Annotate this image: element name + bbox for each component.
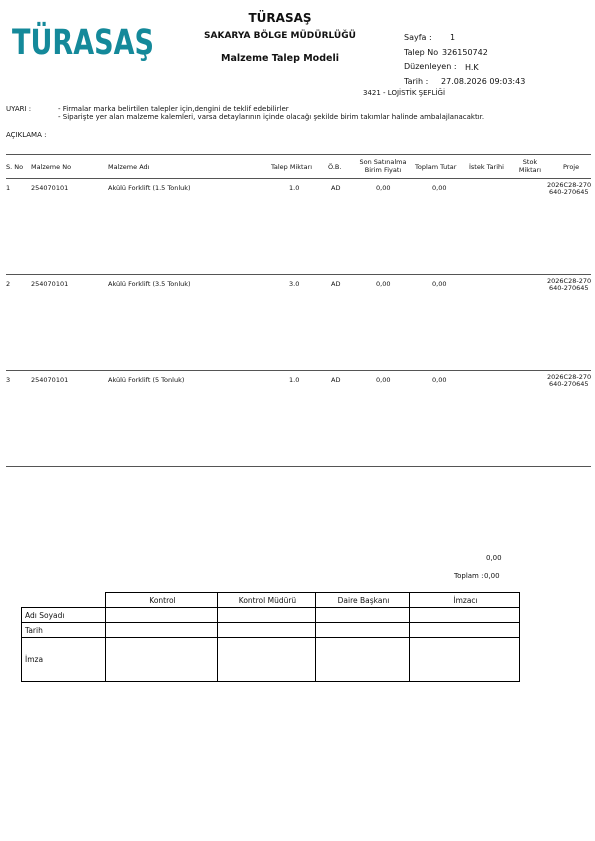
signature-cell[interactable] [217, 638, 315, 682]
row-3-unit: AD [331, 376, 341, 384]
row-3-material-no: 254070101 [31, 376, 69, 384]
signature-table [21, 592, 520, 682]
row-1-unit: AD [331, 184, 341, 192]
total-value: 0,00 [484, 572, 500, 580]
editor-label: Düzenleyen : [404, 62, 457, 71]
col-total: Toplam Tutar [415, 163, 457, 171]
signature-cell[interactable] [105, 623, 217, 638]
row-3-project-2: 640-270645 [549, 380, 589, 388]
row-3-price: 0,00 [376, 376, 391, 384]
signature-cell[interactable] [315, 608, 409, 623]
page-value: 1 [450, 33, 456, 42]
row-1-project-1: 2026C28-270 [547, 181, 592, 189]
col-material-name: Malzeme Adı [108, 163, 150, 171]
row-1-rule [6, 274, 591, 275]
table-top-rule [6, 154, 591, 155]
col-sno: S. No [6, 163, 24, 171]
signature-row-name: Adı Soyadı [22, 608, 106, 623]
signature-cell[interactable] [105, 608, 217, 623]
region-name: SAKARYA BÖLGE MÜDÜRLÜĞÜ [204, 31, 356, 41]
row-2-rule [6, 370, 591, 371]
editor-value: H.K [465, 63, 479, 72]
signature-cell[interactable] [409, 638, 519, 682]
table-bottom-rule [6, 466, 591, 467]
col-last-price-2: Birim Fiyatı [364, 166, 402, 174]
turasas-logo [12, 22, 196, 63]
signature-col-control: Kontrol [105, 593, 217, 608]
signature-row-signature: İmza [22, 638, 106, 682]
row-3-project-1: 2026C28-270 [547, 373, 592, 381]
signature-col-control-manager: Kontrol Müdürü [217, 593, 315, 608]
row-2-project-2: 640-270645 [549, 284, 589, 292]
col-project: Proje [563, 163, 580, 171]
row-1-price: 0,00 [376, 184, 391, 192]
signature-col-department-head: Daire Başkanı [315, 593, 409, 608]
signature-cell[interactable] [409, 608, 519, 623]
row-1-sno: 1 [6, 184, 11, 192]
row-3-total: 0,00 [432, 376, 447, 384]
total-label: Toplam : [454, 572, 484, 580]
warning-line-1: - Firmalar marka belirtilen talepler için,dengini de teklif edebilirler [58, 105, 289, 113]
row-1-total: 0,00 [432, 184, 447, 192]
row-3-material-name: Akülü Forklift (5 Tonluk) [108, 376, 185, 384]
row-2-material-name: Akülü Forklift (3.5 Tonluk) [108, 280, 191, 288]
signature-cell[interactable] [105, 638, 217, 682]
date-value: 27.08.2026 09:03:43 [441, 77, 526, 86]
col-request-date: İstek Tarihi [469, 163, 504, 171]
row-2-total: 0,00 [432, 280, 447, 288]
signature-cell[interactable] [315, 638, 409, 682]
signature-cell[interactable] [217, 608, 315, 623]
signature-col-signatory: İmzacı [409, 593, 519, 608]
col-material-no: Malzeme No [31, 163, 72, 171]
row-1-quantity: 1.0 [289, 184, 300, 192]
col-stock-2: Miktarı [518, 166, 542, 174]
signature-row-date: Tarih [22, 623, 106, 638]
row-1-project-2: 640-270645 [549, 188, 589, 196]
col-stock-1: Stok [522, 158, 538, 166]
signature-cell[interactable] [217, 623, 315, 638]
signature-cell[interactable] [315, 623, 409, 638]
row-3-sno: 3 [6, 376, 11, 384]
company-name: TÜRASAŞ [248, 11, 312, 25]
col-quantity: Talep Miktarı [271, 163, 313, 171]
logo-text: TÜRASAŞ [12, 23, 196, 63]
department: 3421 - LOJİSTİK ŞEFLİĞİ [363, 89, 446, 97]
row-2-project-1: 2026C28-270 [547, 277, 592, 285]
description-label: AÇIKLAMA : [6, 131, 47, 139]
row-1-material-no: 254070101 [31, 184, 69, 192]
row-1-material-name: Akülü Forklift (1.5 Tonluk) [108, 184, 191, 192]
signature-cell[interactable] [409, 623, 519, 638]
subtotal-value: 0,00 [486, 554, 502, 562]
request-no-label: Talep No [404, 48, 439, 57]
warning-label: UYARI : [6, 105, 32, 113]
request-no-value: 326150742 [442, 48, 488, 57]
date-label: Tarih : [404, 77, 429, 86]
col-last-price-1: Son Satınalma [359, 158, 407, 166]
header-bottom-rule [6, 178, 591, 179]
col-unit: Ö.B. [328, 163, 342, 171]
row-2-material-no: 254070101 [31, 280, 69, 288]
warning-line-2: - Siparişte yer alan malzeme kalemleri, varsa detaylarının içinde olacağı şekilde birim takımlar halinde ambalajlanacaktır. [58, 113, 485, 121]
form-title: Malzeme Talep Modeli [221, 53, 339, 64]
row-2-quantity: 3.0 [289, 280, 300, 288]
signature-corner [22, 593, 106, 608]
row-2-unit: AD [331, 280, 341, 288]
row-3-quantity: 1.0 [289, 376, 300, 384]
page-label: Sayfa : [404, 33, 432, 42]
row-2-price: 0,00 [376, 280, 391, 288]
row-2-sno: 2 [6, 280, 11, 288]
